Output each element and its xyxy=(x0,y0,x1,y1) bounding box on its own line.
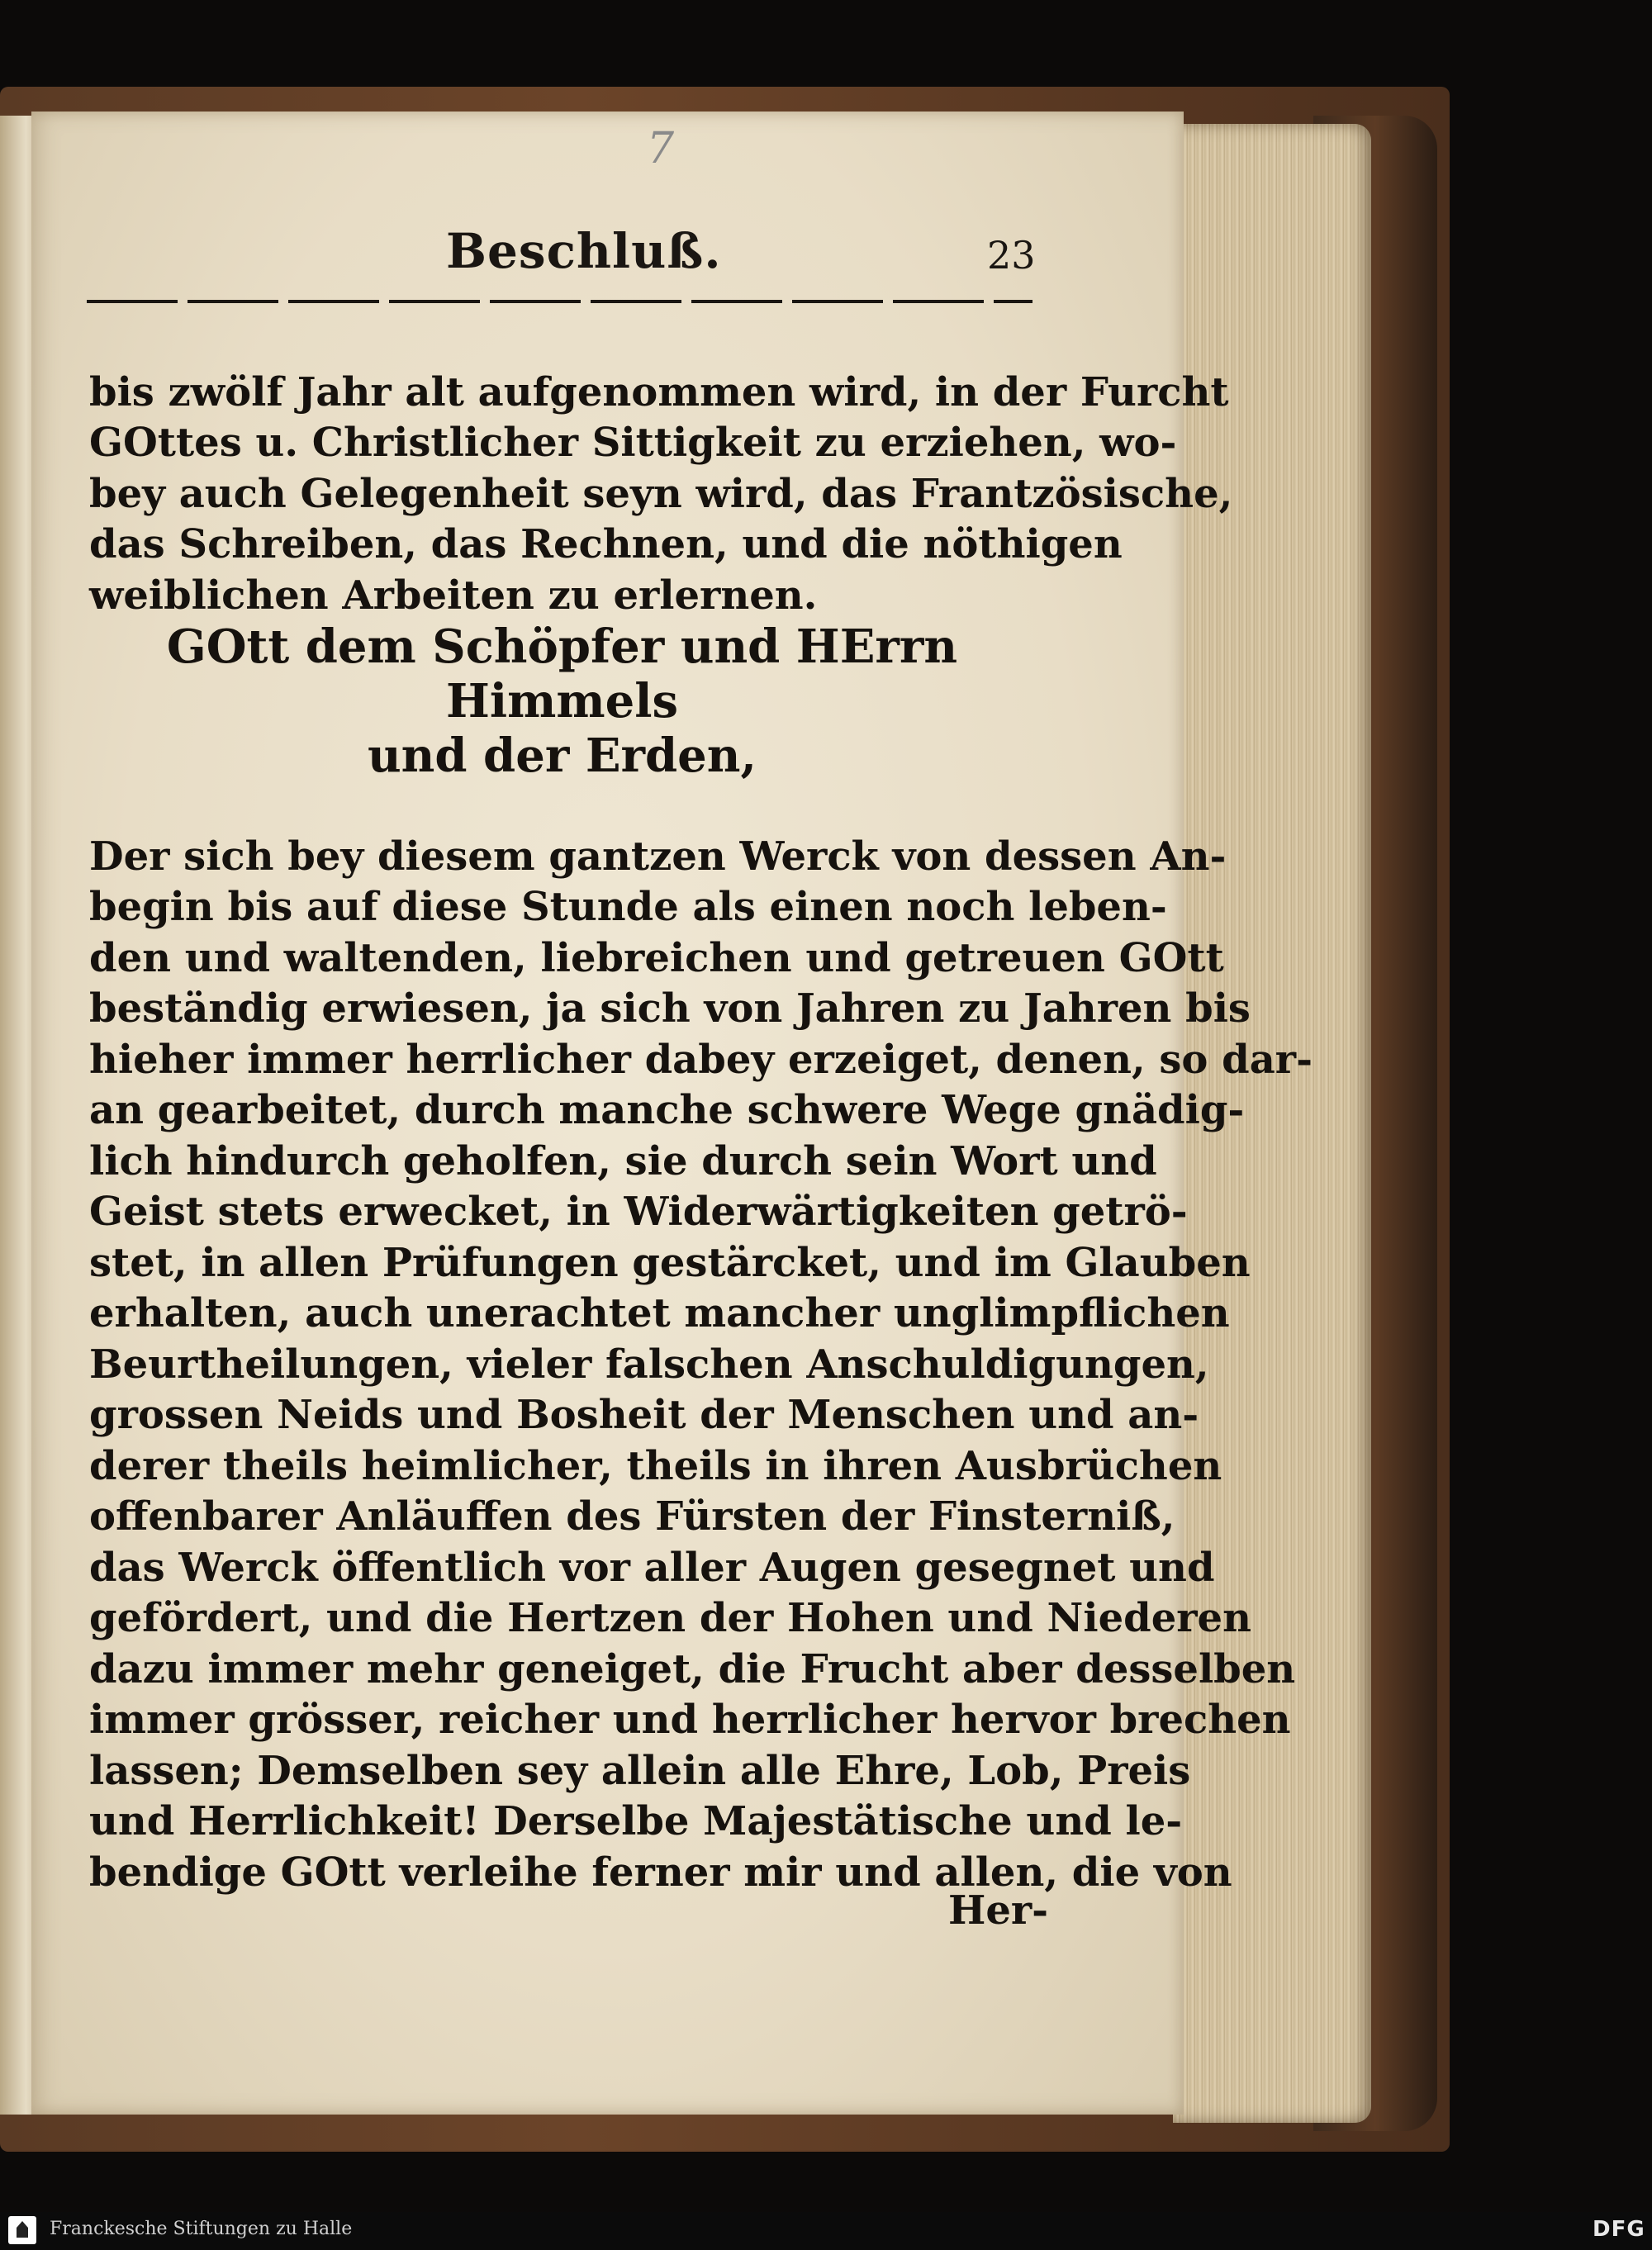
text-line: weiblichen Arbeiten zu erlernen. xyxy=(89,572,818,619)
text-line: GOttes u. Christlicher Sittigkeit zu erziehen, wo- xyxy=(89,420,1177,466)
text-line: das Werck öffentlich vor aller Augen gesegnet und xyxy=(89,1544,1215,1591)
text-line: grossen Neids und Bosheit der Menschen und an- xyxy=(89,1392,1199,1438)
text-line: bendige GOtt verleihe ferner mir und allen, die von xyxy=(89,1849,1232,1896)
text-line: lassen; Demselben sey allein alle Ehre, Lob, Preis xyxy=(89,1747,1191,1794)
text-line: gefördert, und die Hertzen der Hohen und Niederen xyxy=(89,1595,1251,1641)
page-number: 23 xyxy=(987,233,1036,278)
text-line: den und waltenden, liebreichen und getreuen GOtt xyxy=(89,934,1224,981)
text-line: und Herrlichkeit! Derselbe Majestätische und le- xyxy=(89,1798,1183,1844)
text-line: begin bis auf diese Stunde als einen noch leben- xyxy=(89,884,1167,930)
text-line: bey auch Gelegenheit seyn wird, das Frantzösische, xyxy=(89,470,1233,517)
text-line: Beurtheilungen, vieler falschen Anschuldigungen, xyxy=(89,1341,1209,1388)
heading-line: und der Erden, xyxy=(367,729,757,783)
text-line: hieher immer herrlicher dabey erzeiget, denen, so dar- xyxy=(89,1036,1313,1083)
text-line: derer theils heimlicher, theils in ihren Ausbrüchen xyxy=(89,1442,1222,1489)
dedication-heading xyxy=(89,619,1035,783)
text-line: an gearbeitet, durch manche schwere Wege gnädig- xyxy=(89,1087,1245,1133)
institution-logo-icon[interactable] xyxy=(8,2216,36,2244)
pencil-annotation: 7 xyxy=(647,124,675,173)
header-rule xyxy=(87,300,1032,303)
text-line: bis zwölf Jahr alt aufgenommen wird, in der Furcht xyxy=(89,368,1229,415)
text-line: stet, in allen Prüfungen gestärcket, und im Glauben xyxy=(89,1239,1251,1286)
text-line: beständig erwiesen, ja sich von Jahren zu Jahren bis xyxy=(89,985,1251,1032)
text-line: das Schreiben, das Rechnen, und die nöthigen xyxy=(89,521,1123,567)
text-line: Geist stets erwecket, in Widerwärtigkeiten getrö- xyxy=(89,1189,1188,1235)
text-line: erhalten, auch unerachtet mancher unglimpflichen xyxy=(89,1290,1230,1336)
institution-name[interactable]: Franckesche Stiftungen zu Halle xyxy=(50,2219,353,2239)
heading-line: GOtt dem Schöpfer und HErrn Himmels xyxy=(166,619,958,729)
catchword: Her- xyxy=(948,1887,1049,1934)
paragraph-2 xyxy=(89,781,1313,1949)
text-line: dazu immer mehr geneiget, die Frucht aber desselben xyxy=(89,1645,1296,1692)
text-line: lich hindurch geholfen, sie durch sein Wort und xyxy=(89,1137,1157,1184)
dfg-logo[interactable]: DFG xyxy=(1593,2217,1645,2242)
running-title: Beschluß. xyxy=(446,223,722,279)
text-line: offenbarer Anläuffen des Fürsten der Finsterniß, xyxy=(89,1493,1175,1540)
text-line: Der sich bey diesem gantzen Werck von dessen An- xyxy=(89,833,1227,880)
text-line: immer grösser, reicher und herrlicher hervor brechen xyxy=(89,1697,1291,1743)
paragraph-1 xyxy=(89,316,1232,672)
